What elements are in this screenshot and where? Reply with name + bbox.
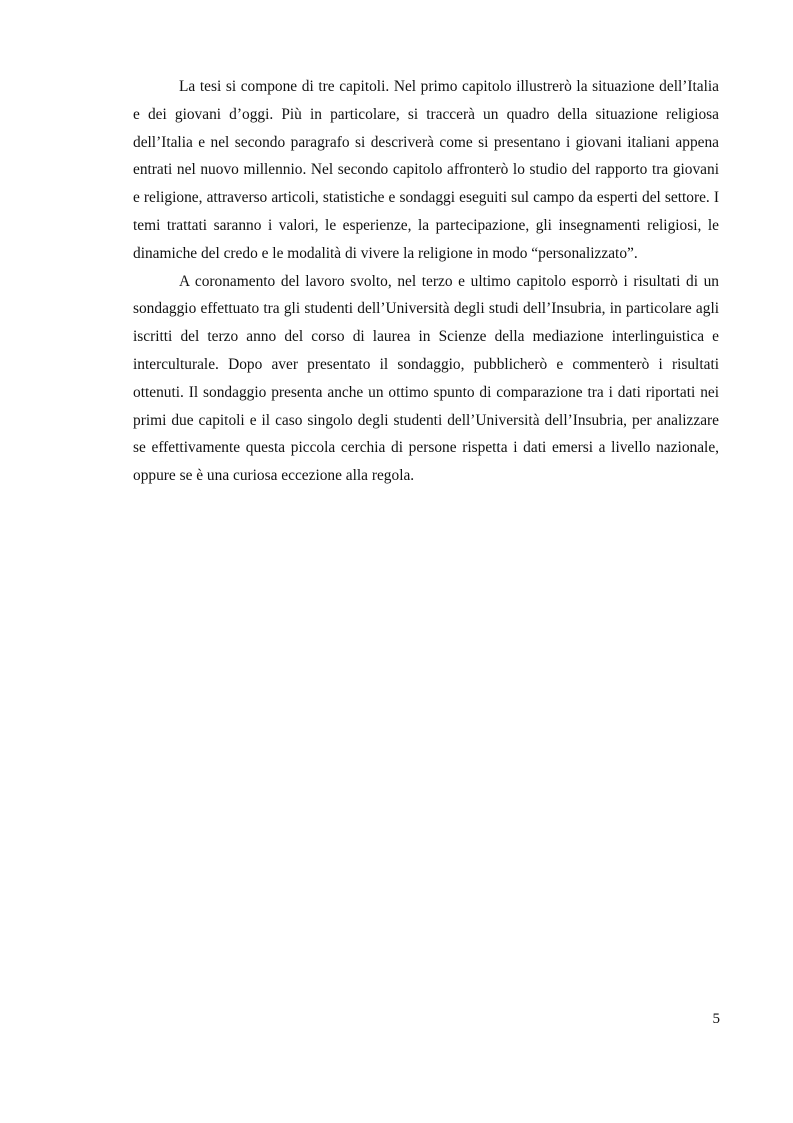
body-text (133, 73, 719, 490)
page-number: 5 (712, 1011, 720, 1027)
paragraph-2: A coronamento del lavoro svolto, nel terzo e ultimo capitolo esporrò i risultati di un sondaggio effettuato tra gli studenti dell’Università degli studi dell’Insubria, in particolare agli iscritti del terzo anno del corso di laurea in Scienze della mediazione interlinguistica e interculturale. Dopo aver presentato il sondaggio, pubblicherò e commenterò i risultati ottenuti. Il sondaggio presenta anche un ottimo spunto di comparazione tra i dati riportati nei primi due capitoli e il caso singolo degli studenti dell’Università dell’Insubria, per analizzare se effettivamente questa piccola cerchia di persone rispetta i dati emersi a livello nazionale, oppure se è una curiosa eccezione alla regola. (133, 272, 719, 485)
paragraph-1: La tesi si compone di tre capitoli. Nel primo capitolo illustrerò la situazione dell’Italia e dei giovani d’oggi. Più in particolare, si traccerà un quadro della situazione religiosa dell’Italia e nel secondo paragrafo si descriverà come si presentano i giovani italiani appena entrati nel nuovo millennio. Nel secondo capitolo affronterò lo studio del rapporto tra giovani e religione, attraverso articoli, statistiche e sondaggi eseguiti sul campo da esperti del settore. I temi trattati saranno i valori, le esperienze, la partecipazione, gli insegnamenti religiosi, le dinamiche del credo e le modalità di vivere la religione in modo “personalizzato”. (133, 78, 719, 262)
